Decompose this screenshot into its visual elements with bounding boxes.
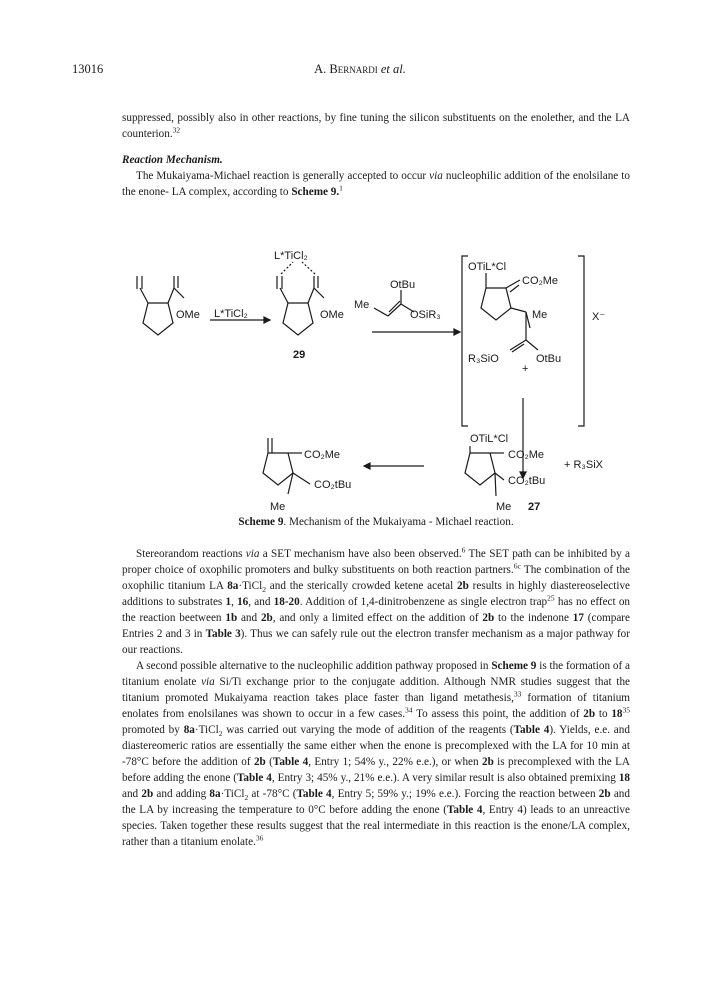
text-run-paragraph-1-b2b-3: 2b [482, 612, 495, 624]
text-run-paragraph-1-btable3: Table 3 [205, 628, 241, 640]
counterion-label: X⁻ [592, 311, 606, 323]
text-run-paragraph-2-s7: promoted by [122, 724, 184, 736]
enol-me-label: Me [354, 299, 370, 311]
ref-1: 1 [339, 183, 343, 193]
text-run-paragraph-2-ref36: 36 [255, 833, 264, 843]
text-run-paragraph-1-s8: , [231, 596, 238, 608]
text-run-paragraph-2-s15: and [122, 788, 142, 800]
text-run-paragraph-1-s10: . Addition of 1,4-dinitrobenzene as single electron trap [299, 596, 548, 608]
text-run-paragraph-1-b2b: 2b [457, 580, 469, 592]
text-run-paragraph-2-s4: formation of titanium enolates from enolsilanes was shown to occur in a few cases. [122, 692, 630, 720]
text-run-paragraph-1-b16: 16 [237, 596, 249, 608]
text-run-paragraph-2-s18: at -78°C ( [248, 788, 297, 800]
ome-label-2: OMe [320, 309, 344, 321]
intro-block [122, 110, 630, 200]
intro-text: suppressed, possibly also in other reactions, by fine tuning the silicon substituents on the enolether, and the LA counterion. [122, 112, 630, 140]
text-run-paragraph-1-s14: to the indenone [494, 612, 573, 624]
plus-charge: + [522, 363, 529, 375]
text-run-paragraph-1-s15: (compare Entries 2 and 3 in [122, 612, 630, 640]
scheme-9 [118, 248, 638, 538]
text-run-paragraph-2-s1: A second possible alternative to the nucleophilic addition pathway proposed in [136, 660, 492, 672]
running-head [0, 62, 720, 77]
page-number: 13016 [72, 62, 104, 76]
otbu-label-1: OtBu [536, 353, 562, 365]
text-run-paragraph-2-s5: To assess this point, the addition of [412, 708, 584, 720]
text-run-paragraph-1-s13: , and only a limited effect on the addition of [272, 612, 483, 624]
text-run-paragraph-2-sub2b: 2 [244, 793, 249, 803]
text-run-paragraph-2-s10: ). Yields, e.e. and diastereomeric ratios are essentially the same either when the enone is precomplexed with the LA for 10 min at -78°C before the addition of [122, 724, 630, 768]
text-run-paragraph-2-btable4a: Table 4 [513, 724, 550, 736]
r3sio-label: R₃SiO [468, 353, 499, 365]
intro-paragraph [122, 110, 630, 142]
text-run-paragraph-1-sub2a: 2 [262, 585, 266, 595]
text-run-paragraph-2-s11: ( [265, 756, 273, 768]
text-run-paragraph-2-s6: to [595, 708, 612, 720]
text-run-paragraph-2-b2b-4: 2b [141, 788, 154, 800]
section-paragraph [122, 168, 630, 200]
text-run-paragraph-1-s7: results in highly diastereoselective additions to substrates [122, 580, 630, 608]
text-run-paragraph-1-ref6: 6 [461, 545, 466, 555]
enol-otbu-label: OtBu [390, 279, 416, 291]
text-run-paragraph-2-s14: , Entry 3; 45% y., 21% e.e.). A very similar result is also obtained premixing [271, 772, 619, 784]
text-run-paragraph-2-s2: is the formation of a titanium enolate [122, 660, 630, 688]
text-run-paragraph-2-bscheme9: Scheme 9 [491, 660, 537, 672]
text-run-paragraph-2-s21: , Entry 4) leads to an unreactive species. Taken together these results suggest that the real intermediate in this reaction is the enone/LA complex, rather than a titanium enolate. [122, 804, 630, 848]
author-initial: A. [314, 62, 327, 76]
text-run-paragraph-2-btable4d: Table 4 [296, 788, 332, 800]
me-label-3: Me [270, 501, 286, 513]
text-run-paragraph-1-s2: a SET mechanism have also been observed. [259, 548, 462, 560]
text-run-paragraph-2-b2b-5: 2b [598, 788, 611, 800]
text-run-paragraph-1-s3: The SET path can be inhibited by a proper choice of oxophilic promoters and bulky substituents on both reaction partners. [122, 548, 631, 576]
text-run-paragraph-1-ref25: 25 [547, 593, 555, 603]
text-run-paragraph-1-via: via [245, 548, 260, 560]
text-run-paragraph-2-ref34: 34 [405, 705, 413, 715]
section-text-2: nucleophilic addition of the enolsilane to the enone- LA complex, according to [122, 170, 630, 198]
text-run-paragraph-2-sub2: 2 [218, 729, 223, 739]
et-al: et al. [380, 62, 406, 76]
co2me-label-2: CO₂Me [508, 449, 545, 461]
text-run-paragraph-1-b18-20: 18-20 [273, 596, 300, 608]
me-label-2: Me [496, 501, 512, 513]
co2me-label-1: CO₂Me [522, 275, 559, 287]
text-run-paragraph-2-s17: ·TiCl [220, 788, 245, 800]
text-run-paragraph-1-s12: and [237, 612, 261, 624]
otil-label-2: OTiL*Cl [470, 433, 509, 445]
co2tbu-label-3: CO₂tBu [314, 479, 352, 491]
me-label-1: Me [532, 309, 548, 321]
otil-label-1: OTiL*Cl [468, 261, 507, 273]
text-run-paragraph-2-s16: and adding [153, 788, 210, 800]
text-run-paragraph-2-ref33: 33 [513, 689, 522, 699]
text-run-paragraph-2-s13: is precomplexed with the LA before adding the enone ( [122, 756, 630, 784]
text-run-paragraph-1-s5: ·TiCl [238, 580, 263, 592]
ome-label-1: OMe [176, 309, 200, 321]
text-run-paragraph-2-s12: , Entry 1; 54% y., 22% e.e.), or when [308, 756, 482, 768]
text-run-paragraph-2-b2b-3: 2b [481, 756, 494, 768]
caption-text: . Mechanism of the Mukaiyama - Michael reaction. [283, 516, 514, 528]
co2me-label-3: CO₂Me [304, 449, 341, 461]
text-run-paragraph-2-b2b: 2b [583, 708, 596, 720]
text-run-paragraph-2-s8: ·TiCl [194, 724, 219, 736]
reagent-label: L*TiCl₂ [214, 308, 248, 320]
text-run-paragraph-2-b8a: 8a [183, 724, 195, 736]
text-run-paragraph-2-b2b-2: 2b [253, 756, 266, 768]
text-run-paragraph-2-s19: , Entry 5; 59% y.; 19% e.e.). Forcing the reaction between [331, 788, 599, 800]
paragraph-2 [122, 658, 630, 850]
text-run-paragraph-1-b8a: 8a [227, 580, 239, 592]
section-heading: Reaction Mechanism. [122, 154, 223, 166]
text-run-paragraph-2-btable4e: Table 4 [446, 804, 483, 816]
text-run-paragraph-1-s11: has no effect on the reaction beetween [122, 596, 631, 624]
caption-label: Scheme 9 [238, 516, 284, 528]
text-run-paragraph-1-b1b: 1b [225, 612, 238, 624]
section-via: via [429, 170, 443, 182]
ref-32: 32 [172, 125, 181, 135]
text-run-paragraph-1-s4: The combination of the oxophilic titanium LA [122, 564, 630, 592]
text-run-paragraph-2-s9: was carried out varying the mode of addition of the reagents ( [222, 724, 514, 736]
text-run-paragraph-2-btable4c: Table 4 [236, 772, 272, 784]
compound-29-label: 29 [293, 349, 306, 361]
text-run-paragraph-1-s9: , and [248, 596, 274, 608]
text-run-paragraph-2-btable4b: Table 4 [272, 756, 309, 768]
text-run-paragraph-2-ref35: 35 [622, 705, 631, 715]
author-surname: Bernardi [329, 62, 378, 76]
text-run-paragraph-1-s6: and the sterically crowded ketene acetal [265, 580, 458, 592]
complex-lewis-acid-label: L*TiCl₂ [274, 250, 308, 262]
text-run-paragraph-2-s20: and the LA by increasing the temperature to 0°C before adding the enone ( [122, 788, 630, 816]
paragraph-1 [122, 546, 630, 658]
byproduct-label: + R₃SiX [564, 459, 604, 471]
compound-27-label: 27 [528, 501, 541, 513]
text-run-paragraph-2-b18-2: 18 [618, 772, 631, 784]
text-run-paragraph-2-b8a-2: 8a [209, 788, 221, 800]
section-text-1: The Mukaiyama-Michael reaction is generally accepted to occur [136, 170, 430, 182]
text-run-paragraph-2-b18: 18 [611, 708, 623, 720]
scheme-drawing [118, 248, 638, 518]
text-run-paragraph-2-s3: Si/Ti exchange prior to the conjugate addition. Although NMR studies suggest that the titanium promoted Mukaiyama reaction takes place faster than ligand metathesis, [122, 676, 630, 704]
osir3-label: OSiR₃ [410, 309, 441, 321]
scheme-caption [122, 516, 630, 528]
co2tbu-label-2: CO₂tBu [508, 475, 546, 487]
section-scheme-ref: Scheme 9. [291, 186, 340, 198]
text-run-paragraph-1-b2b-2: 2b [260, 612, 273, 624]
text-run-paragraph-2-via: via [201, 676, 215, 688]
body-text [122, 546, 630, 850]
text-run-paragraph-1-s1: Stereorandom reactions [136, 548, 246, 560]
text-run-paragraph-1-b1: 1 [225, 596, 232, 608]
text-run-paragraph-1-b17: 17 [572, 612, 584, 624]
text-run-paragraph-1-ref6c: 6c [513, 561, 521, 571]
text-run-paragraph-1-s16: ). Thus we can safely rule out the electron transfer mechanism as a major pathway for our reactions. [122, 628, 630, 656]
